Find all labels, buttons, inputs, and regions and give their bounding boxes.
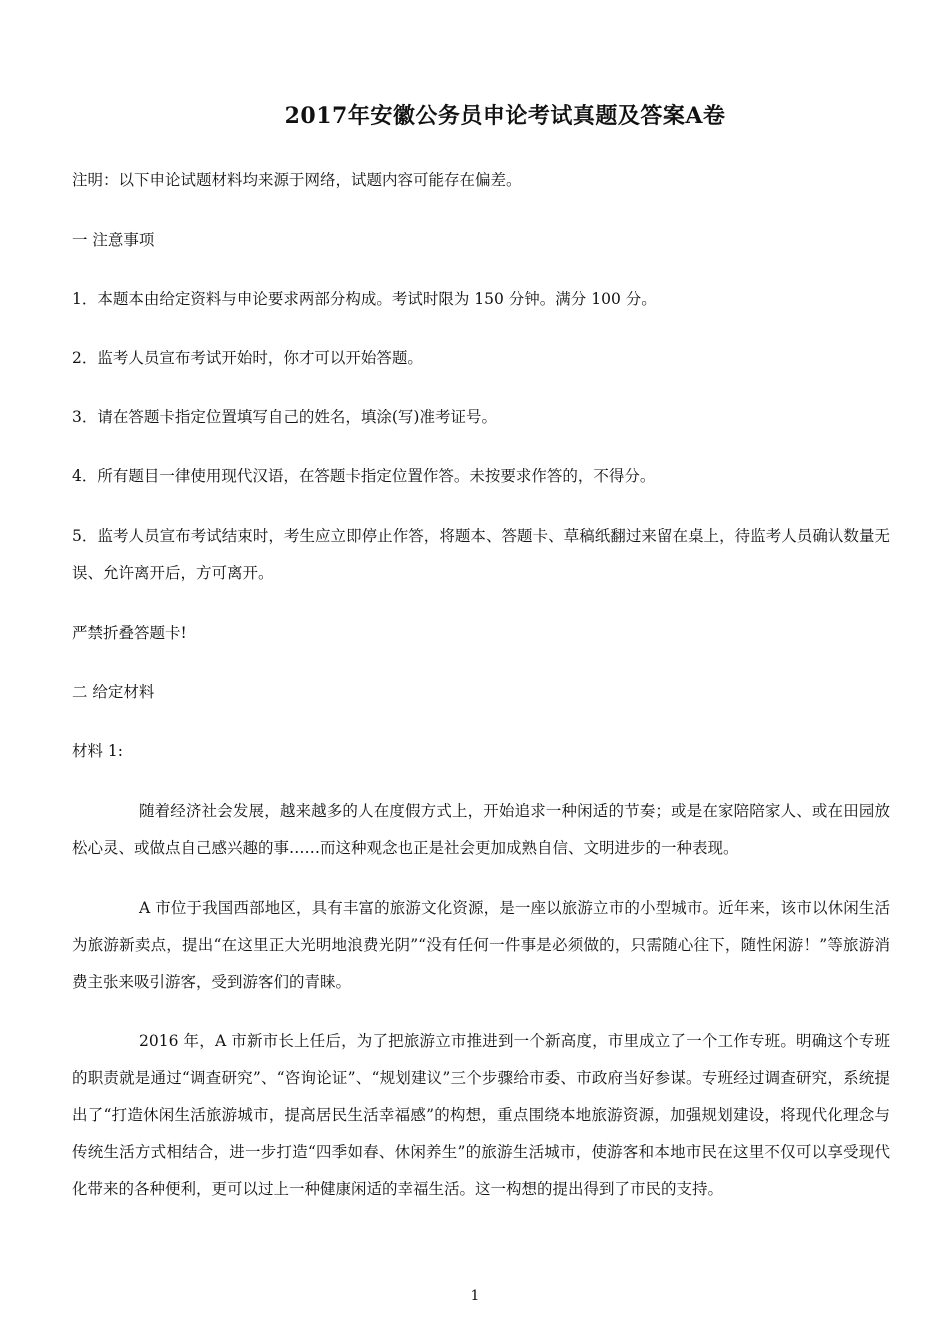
material-label: 材料 1:	[72, 742, 124, 760]
material-paragraph-2: A 市位于我国西部地区，具有丰富的旅游文化资源，是一座以旅游立市的小型城市。近年来，该市以休闲生活为旅游新卖点，提出“在这里正大光明地浪费光阴”“没有任何一件事是必须做的，只需随心往下，随性闲游！”等旅游消费主张来吸引游客，受到游客们的青睐。	[72, 899, 890, 991]
source-note: 注明：以下申论试题材料均来源于网络，试题内容可能存在偏差。	[72, 171, 522, 189]
rule-item-1: 1．本题本由给定资料与申论要求两部分构成。考试时限为 150 分钟。满分 100 分。	[72, 290, 657, 308]
section-heading-materials: 二 给定材料	[72, 683, 155, 701]
material-paragraph-3: 2016 年，A 市新市长上任后，为了把旅游立市推进到一个新高度，市里成立了一个工作专班。明确这个专班的职责就是通过“调查研究”、“咨询论证”、“规划建议”三个步骤给市委、市政府当好参谋。专班经过调查研究，系统提出了“打造休闲生活旅游城市，提高居民生活幸福感”的构想，重点围绕本地旅游资源，加强规划建设，将现代化理念与传统生活方式相结合，进一步打造“四季如春、休闲养生”的旅游生活城市，使游客和本地市民在这里不仅可以享受现代化带来的各种便利，更可以过上一种健康闲适的幸福生活。这一构想的提出得到了市民的支持。	[72, 1032, 890, 1198]
warning-text: 严禁折叠答题卡!	[72, 624, 187, 642]
page-number: 1	[470, 1288, 480, 1304]
rule-item-2: 2．监考人员宣布考试开始时，你才可以开始答题。	[72, 349, 423, 367]
section-heading-notes: 一 注意事项	[72, 231, 155, 249]
material-paragraph-1: 随着经济社会发展，越来越多的人在度假方式上，开始追求一种闲适的节奏；或是在家陪陪家人、或在田园放松心灵、或做点自己感兴趣的事……而这种观念也正是社会更加成熟自信、文明进步的一种表现。	[72, 802, 890, 857]
rule-item-5: 5．监考人员宣布考试结束时，考生应立即停止作答，将题本、答题卡、草稿纸翻过来留在桌上，待监考人员确认数量无误、允许离开后，方可离开。	[72, 527, 890, 582]
document-title: 2017年安徽公务员申论考试真题及答案A卷	[284, 103, 726, 129]
rule-item-3: 3．请在答题卡指定位置填写自己的姓名，填涂(写)准考证号。	[72, 408, 497, 426]
rule-item-4: 4．所有题目一律使用现代汉语，在答题卡指定位置作答。未按要求作答的，不得分。	[72, 467, 656, 485]
